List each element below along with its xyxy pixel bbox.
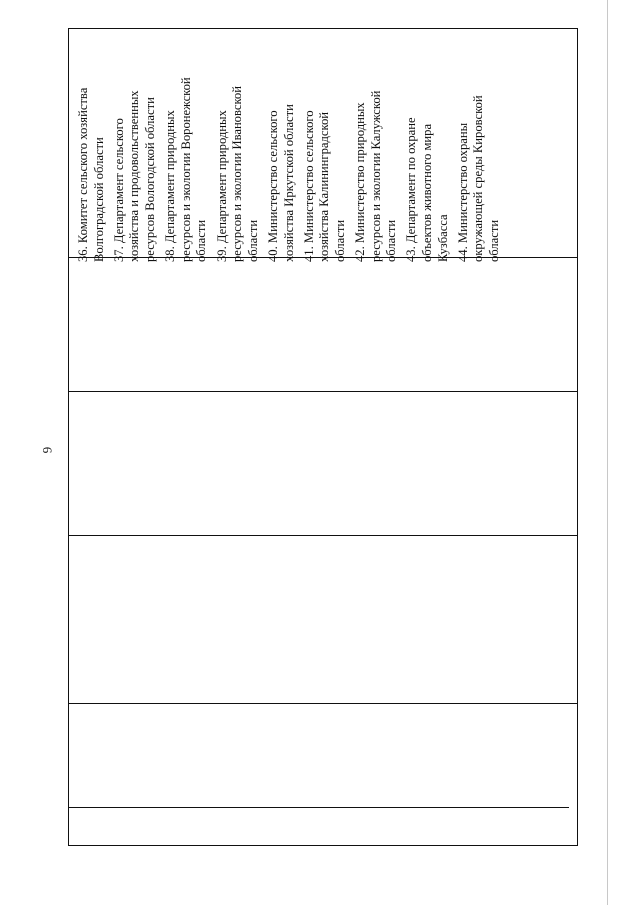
table-row-divider	[69, 807, 569, 808]
list-item: 41. Министерство сельского хозяйства Калининградской области	[301, 110, 347, 262]
table-row-divider	[69, 535, 577, 536]
table-row-divider	[69, 391, 577, 392]
list-item: 38. Департамент природных ресурсов и экологии Воронежской области	[163, 77, 209, 262]
list-item: 37. Департамент сельского хозяйства и продовольственных ресурсов Вологодской области	[111, 90, 157, 262]
entries-column	[76, 32, 580, 262]
list-item: 40. Министерство сельского хозяйства Иркутской области	[265, 104, 296, 262]
list-item: 36. Комитет сельского хозяйства Волгоградской области	[76, 87, 106, 262]
table-row-divider	[69, 703, 577, 704]
list-item: 43. Департамент по охране объектов животного мира Кузбасса	[404, 117, 450, 262]
list-item: 44. Министерство охраны окружающей среды Кировской области	[455, 95, 501, 262]
scan-edge-line	[607, 0, 608, 905]
list-item: 42. Министерство природных ресурсов и экологии Калужской области	[353, 90, 399, 262]
list-item: 39. Департамент природных ресурсов и экологии Ивановской области	[214, 86, 260, 262]
page-number: 6	[40, 446, 55, 454]
